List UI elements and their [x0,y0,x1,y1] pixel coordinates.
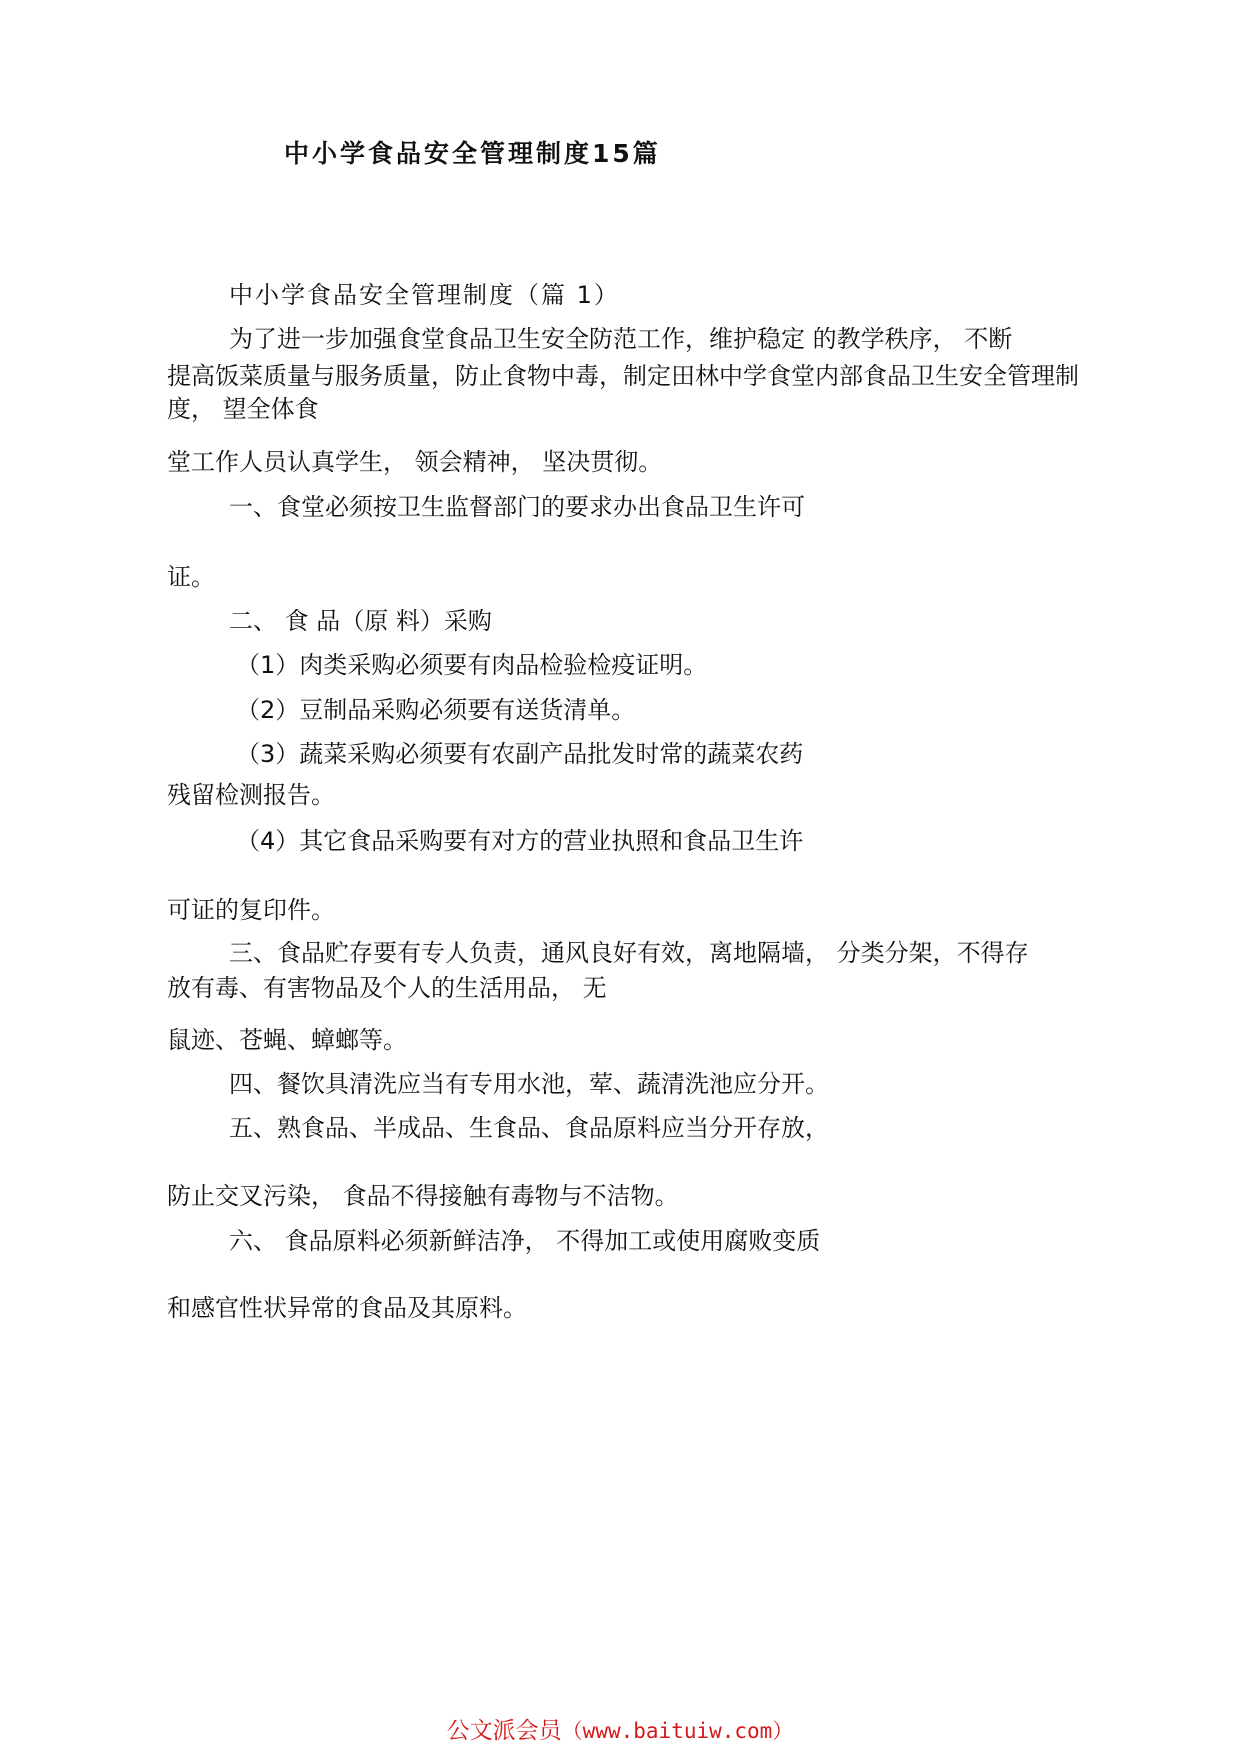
item-2-subitem: （3）蔬菜采购必须要有农副产品批发时常的蔬菜农药 [236,740,804,768]
item-5-line: 防止交叉污染， 食品不得接触有毒物与不洁物。 [167,1182,679,1210]
item-2-heading: 二、 食 品（原 料）采购 [229,607,492,635]
intro-paragraph-line: 为了进一步加强食堂食品卫生安全防范工作，维护稳定 的教学秩序， 不断 [229,325,1013,353]
item-6-line: 六、 食品原料必须新鲜洁净， 不得加工或使用腐败变质 [229,1227,821,1255]
footer-watermark [0,1716,1240,1746]
section-heading: 中小学食品安全管理制度（篇 1） [229,281,620,309]
item-2-subitem: 残留检测报告。 [167,781,335,809]
document-title: 中小学食品安全管理制度15篇 [284,139,661,168]
item-1-line: 一、食堂必须按卫生监督部门的要求办出食品卫生许可 [229,493,805,521]
item-6-line: 和感官性状异常的食品及其原料。 [167,1294,527,1322]
intro-paragraph-line: 堂工作人员认真学生， 领会精神， 坚决贯彻。 [167,448,663,476]
item-2-subitem: （1）肉类采购必须要有肉品检验检疫证明。 [236,651,708,679]
item-3-line: 鼠迹、苍蝇、蟑螂等。 [167,1026,407,1054]
item-4-line: 四、餐饮具清洗应当有专用水池，荤、蔬清洗池应分开。 [229,1070,829,1098]
footer-url[interactable]: （www.baituiw.com） [561,1719,794,1743]
item-2-subitem: 可证的复印件。 [167,896,335,924]
footer-brand: 公文派会员 [446,1718,562,1744]
item-2-subitem: （2）豆制品采购必须要有送货清单。 [236,696,636,724]
intro-paragraph-line: 提高饭菜质量与服务质量，防止食物中毒，制定田林中学食堂内部食品卫生安全管理制 [167,362,1079,390]
item-1-line: 证。 [167,563,215,591]
intro-paragraph-line: 度， 望全体食 [167,395,319,423]
item-5-line: 五、熟食品、半成品、生食品、食品原料应当分开存放， [229,1114,829,1142]
item-3-line: 放有毒、有害物品及个人的生活用品， 无 [167,974,607,1002]
item-2-subitem: （4）其它食品采购要有对方的营业执照和食品卫生许 [236,827,804,855]
item-3-line: 三、食品贮存要有专人负责，通风良好有效，离地隔墙， 分类分架，不得存 [229,939,1029,967]
